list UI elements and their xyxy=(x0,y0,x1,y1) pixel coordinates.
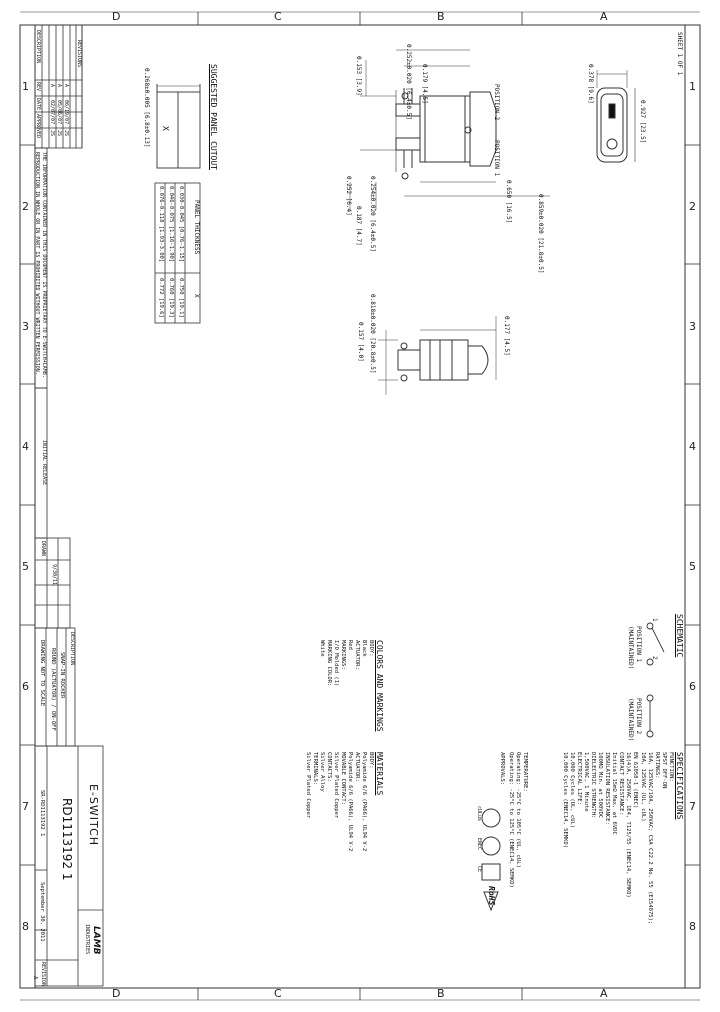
spec-line: EN 61058-1 (ENEC) xyxy=(632,752,638,809)
spec-line: RATINGS: xyxy=(654,752,660,779)
revision-row-by: JS xyxy=(56,130,62,137)
schematic-title: SCHEMATIC xyxy=(675,614,684,658)
zone-col-label: 1 xyxy=(22,80,29,93)
proprietary-notice: THE INFORMATION CONTAINED IN THIS DOCUMENT IS PROPRIETARY TO E-SWITCH+LAMB. REPRODUCTION IN WHOLE OR IN PART IS PROHIBITED WITHOUT WRITTEN PERMISSION. xyxy=(34,152,47,378)
zone-col-label: 5 xyxy=(689,560,696,573)
end-terminal-dim: 0.157 [4.0] xyxy=(357,322,364,362)
revision-row-date: 02/07/07 xyxy=(49,100,55,125)
zone-col-label: 4 xyxy=(22,440,29,453)
zone-col-label: 7 xyxy=(22,800,29,813)
part-number: RD1113192 1 xyxy=(60,798,74,881)
brand-eswitch: E-SWITCH xyxy=(87,784,100,847)
revision-row-rev: A xyxy=(63,84,69,88)
spec-line: ELECTRICAL LIFE: xyxy=(576,752,582,805)
dim-top-overall: 0.252±0.020 [6.4±0.5] xyxy=(405,44,412,120)
spec-line: Operating: -25°C to 125°C (ENEC14, SEMKO) xyxy=(508,752,514,888)
spec-line: TEMPERATURE: xyxy=(522,752,528,792)
revisions-col-date: DATE xyxy=(35,98,41,111)
zone-col-label: 8 xyxy=(689,920,696,933)
approval-mark: CE xyxy=(476,866,482,873)
revisions-col-description: DESCRIPTION xyxy=(35,30,41,64)
specifications-title: SPECIFICATIONS xyxy=(675,752,684,820)
material-line: MOVABLE CONTACT: xyxy=(340,752,346,805)
zone-row-label: B xyxy=(437,10,445,23)
product-desc: SNAP-IN ROCKER xyxy=(59,652,65,699)
spec-line: 16A, 125VAC/10A, 250VAC; CSA C22.2 No. 55 (E154875); xyxy=(647,752,653,925)
zone-col-label: 5 xyxy=(22,560,29,573)
revision-row-by: JS xyxy=(49,130,55,137)
color-line: Black xyxy=(361,640,367,657)
approval-mark: ENEC xyxy=(476,838,482,851)
panel-cutout-width-dim: 0.268±0.005 [6.8±0.13] xyxy=(143,68,150,148)
spec-line: INSULATION RESISTANCE: xyxy=(604,752,610,825)
color-line: Red xyxy=(347,640,353,650)
color-line: I/O Molded (1) xyxy=(333,640,339,687)
brand-lamb: LAMB xyxy=(91,926,101,955)
spec-line: 1,500VAC, 1 Minute xyxy=(583,752,589,812)
revision-row-rev: A xyxy=(49,84,55,88)
approval-mark: cULus xyxy=(476,806,482,822)
thickness-x-value: 0.772 [19.6] xyxy=(158,278,164,318)
revisions-col-approved: APPROVED xyxy=(35,114,41,139)
spec-line: CONTACT RESISTANCE: xyxy=(618,752,624,815)
material-line: TERMINALS: xyxy=(312,752,318,786)
schematic-position-2: POSITION 2 xyxy=(635,698,642,735)
dim-flange: 0.859±0.020 [21.8±0.5] xyxy=(537,194,544,274)
zone-col-label: 3 xyxy=(22,320,29,333)
materials-title: MATERIALS xyxy=(375,752,384,796)
zone-col-label: 4 xyxy=(689,440,696,453)
color-line: BODY: xyxy=(368,640,374,657)
dim-body-depth: 0.650 [16.5] xyxy=(505,180,512,224)
product-sub: ROUND (ACTUATOR) / ON-OFF xyxy=(50,648,56,731)
part-number-short: SR-RD1113192 1 xyxy=(39,790,45,837)
revision-row-rev: A xyxy=(56,84,62,88)
zone-col-label: 1 xyxy=(689,80,696,93)
position-1-label: POSITION 1 xyxy=(493,140,500,177)
scale-note: DRAWING NOT TO SCALE xyxy=(39,640,45,707)
zone-col-label: 8 xyxy=(22,920,29,933)
thickness-x-value: 0.760 [19.3] xyxy=(168,278,174,318)
thickness-row: 0.076-0.118 [1.93-3.00] xyxy=(158,186,164,263)
zone-col-label: 2 xyxy=(689,200,696,213)
end-overall-dim: 0.818±0.020 [20.8±0.5] xyxy=(369,294,376,374)
color-line: White xyxy=(319,640,325,657)
material-line: Polyamide 6/6 (PA66), UL94 V-2 xyxy=(361,752,367,852)
schematic-position-2-note: (MAINTAINED) xyxy=(627,698,634,742)
front-width-dim: 0.378 [9.6] xyxy=(587,64,594,104)
schematic-position-1: POSITION 1 xyxy=(635,626,642,663)
dim-top-inner: 0.179 [4.5] xyxy=(421,64,428,104)
spec-line: 10,000 Cycles (UL, cUL) xyxy=(569,752,575,829)
end-height-dim: 0.177 [4.5] xyxy=(503,316,510,356)
schematic-position-1-note: (MAINTAINED) xyxy=(627,626,634,670)
panel-cutout-x-label: X xyxy=(161,126,170,131)
zone-row-label: C xyxy=(274,10,282,23)
rohs-mark: RoHS xyxy=(487,886,496,906)
spec-line: 10,000 Cycles (ENEC14, SEMKO) xyxy=(562,752,568,849)
material-line: ACTUATOR: xyxy=(354,752,360,782)
spec-line: 16(4)A, 250VAC, 1E4, T125/55 (ENEC14, SEMKO) xyxy=(625,752,631,898)
material-line: CONTACTS: xyxy=(326,752,332,782)
colors-markings-title: COLORS AND MARKINGS xyxy=(375,640,384,732)
position-2-label: POSITION 2 xyxy=(493,84,500,121)
spec-line: APPROVALS: xyxy=(499,752,505,786)
zone-col-label: 3 xyxy=(689,320,696,333)
color-line: ACTUATOR: xyxy=(354,640,360,670)
panel-cutout-title: SUGGESTED PANEL CUTOUT xyxy=(209,64,218,170)
material-line: Silver Alloy xyxy=(319,752,325,792)
dim-terminal-spacing: 0.254±0.020 [6.4±0.5] xyxy=(369,176,376,252)
zone-row-label: D xyxy=(112,10,121,23)
revision-row-date: 06/19/07 xyxy=(63,100,69,125)
material-line: BODY: xyxy=(368,752,374,769)
dim-terminal-length: 0.252 [6.4] xyxy=(345,176,352,216)
spec-line: Initial 15mΩ Max. at 6VDC xyxy=(611,752,617,835)
thickness-row: 0.030-0.045 [0.76-1.15] xyxy=(178,186,184,263)
spec-line: DIELECTRIC STRENGTH: xyxy=(590,752,596,819)
thickness-x-value: 0.750 [19.1] xyxy=(178,278,184,318)
drawing-date: September 30, 2011 xyxy=(39,882,45,942)
front-height-dim: 0.927 [23.5] xyxy=(639,100,646,144)
material-line: Polyamide 6/6 (PA66), UL94 V-2 xyxy=(347,752,353,852)
dim-left-vertical: 0.153 [3.9] xyxy=(355,56,362,96)
initial-release: INITIAL RELEASE xyxy=(41,440,47,486)
spec-line: SPST OFF-ON xyxy=(661,752,667,789)
thickness-row: 0.046-0.075 [1.16-1.90] xyxy=(168,186,174,263)
zone-col-label: 7 xyxy=(689,800,696,813)
revisions-col-rev: REV xyxy=(35,82,41,92)
spec-line: 100MΩ Min. at 500VDC xyxy=(597,752,603,819)
spec-line: 10A, 125VAC (UL, cUL) xyxy=(640,752,646,822)
zone-row-label: A xyxy=(600,987,608,1000)
zone-col-label: 6 xyxy=(22,680,29,693)
revision-row-by: JS xyxy=(63,130,69,137)
spec-line: Operating: -25°C to 105°C (UL, cUL) xyxy=(515,752,521,868)
sheet-label: SHEET 1 OF 1 xyxy=(676,32,683,76)
color-line: MARKING COLOR: xyxy=(326,640,332,687)
color-line: MARKINGS: xyxy=(340,640,346,670)
thickness-table-x-header: X xyxy=(193,294,200,298)
revision-label: REVISION xyxy=(40,962,46,987)
thickness-table-title: PANEL THICKNESS xyxy=(193,200,200,255)
drawn-date: 9/30/11 xyxy=(51,564,57,586)
zone-row-label: D xyxy=(112,987,121,1000)
zone-row-label: A xyxy=(600,10,608,23)
schematic-contact-2: 2 xyxy=(651,656,658,660)
spec-line: FUNCTION: xyxy=(668,752,674,782)
zone-row-label: C xyxy=(274,987,282,1000)
zone-col-label: 6 xyxy=(689,680,696,693)
revisions-header: REVISIONS xyxy=(76,40,82,68)
revision-value: A xyxy=(32,976,38,980)
product-desc-label: DESCRIPTION xyxy=(69,632,75,666)
drawn-label: DRAWN xyxy=(40,541,46,557)
material-line: Silver Plated Copper xyxy=(305,752,311,819)
dim-terminal-width: 0.187 [4.7] xyxy=(355,206,362,246)
zone-row-label: B xyxy=(437,987,445,1000)
material-line: Silver Plated Copper xyxy=(333,752,339,819)
revision-row-date: 05/06/07 xyxy=(56,100,62,125)
zone-col-label: 2 xyxy=(22,200,29,213)
schematic-contact-1: 1 xyxy=(651,618,658,622)
brand-lamb-sub: INDUSTRIES xyxy=(84,924,90,955)
